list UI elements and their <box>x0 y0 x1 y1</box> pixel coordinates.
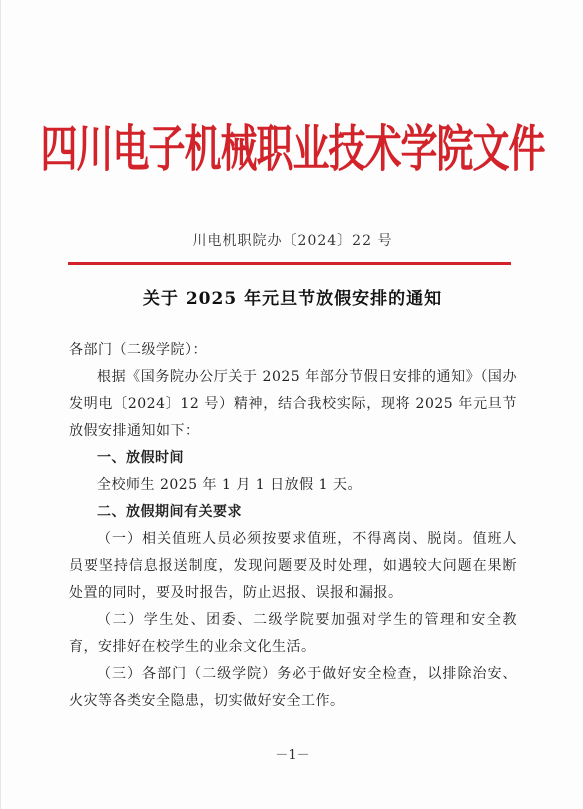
notice-title: 关于 2025 年元旦节放假安排的通知 <box>142 289 443 309</box>
org-header-title: 四川电子机械职业技术学院文件 <box>40 118 545 179</box>
section-heading-requirements: 二、放假期间有关要求 <box>97 504 242 520</box>
page-number: －1－ <box>275 748 310 763</box>
red-divider-line <box>68 262 511 265</box>
document-number: 川电机职院办〔2024〕22 号 <box>192 233 393 249</box>
requirement-paragraph-3: （三）各部门（二级学院）务必于做好安全检查，以排除治安、火灾等各类安全隐患，切实做好安全工作。 <box>69 666 517 709</box>
intro-paragraph: 根据《国务院办公厅关于 2025 年部分节假日安排的通知》（国办发明电〔2024〕12 号）精神，结合我校实际，现将 2025 年元旦节放假安排通知如下： <box>69 369 517 439</box>
requirement-paragraph-2: （二）学生处、团委、二级学院要加强对学生的管理和安全教育，安排好在校学生的业余文化生活。 <box>69 612 517 655</box>
section-heading-holiday-time: 一、放假时间 <box>97 450 184 466</box>
holiday-time-paragraph: 全校师生 2025 年 1 月 1 日放假 1 天。 <box>97 477 362 493</box>
notice-body <box>69 337 517 715</box>
requirement-paragraph-1: （一）相关值班人员必须按要求值班，不得离岗、脱岗。值班人员要坚持信息报送制度，发现问题要及时处理，如遇较大问题在果断处置的同时，要及时报告，防止迟报、误报和漏报。 <box>69 531 517 601</box>
salutation: 各部门（二级学院）： <box>69 342 207 358</box>
